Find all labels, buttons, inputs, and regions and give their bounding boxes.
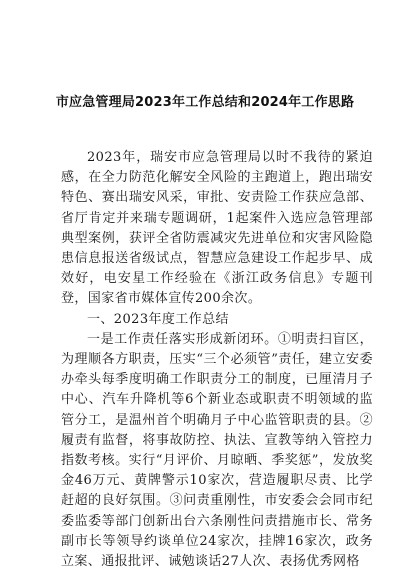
document-title: 市应急管理局2023年工作总结和2024年工作思路 bbox=[55, 95, 355, 110]
document-body bbox=[61, 148, 373, 572]
intro-paragraph: 2023年，瑞安市应急管理局以时不我待的紧迫感，在全力防范化解安全风险的主跑道上，跑出瑞安特色、赛出瑞安风采，审批、安责险工作获应急部、省厅肯定并来瑞专题调研，1起案件入选应急管理部典型案例，获评全省防震减灾先进单位和灾害风险隐患信息报送省级试点，智慧应急建设工作起步早、成效好，电安星工作经验在《浙江政务信息》专题刊登，国家省市媒体宣传200余次。 bbox=[61, 150, 373, 307]
section-heading: 一、2023年度工作总结 bbox=[87, 311, 229, 327]
body-paragraph: 一是工作责任落实形成新闭环。①明责扫盲区，为理顺各方职责，压实“三个必须管”责任，建立安委办牵头每季度明确工作职责分工的制度，已厘清月子中心、汽车升降机等6个新业态或职责不明领域的监管分工，是温州首个明确月子中心监管职责的县。②履责有监督，将事故防控、执法、宣教等纳入管控力指数考核。实行“月评价、月晾晒、季奖惩”，发放奖金46万元、黄牌警示10家次，营造履职尽责、比学赶超的良好氛围。③问责重刚性，市安委会会同市纪委监委等部门创新出台六条刚性问责措施市长、常务副市长等领导约谈单位24家次，挂牌16家次，政务立案、通报批评、诫勉谈话27人次、表扬优秀网格 bbox=[61, 331, 373, 570]
